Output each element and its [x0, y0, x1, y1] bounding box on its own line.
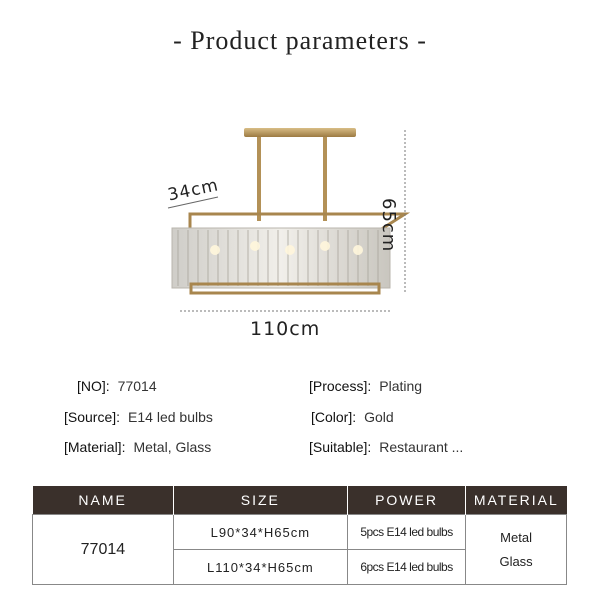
param-source-label: [Source]:	[64, 409, 121, 425]
spec-table	[32, 486, 567, 585]
cell-size: L90*34*H65cm	[173, 515, 347, 550]
param-material-value: Metal, Glass	[133, 439, 212, 455]
page-title: - Product parameters -	[173, 26, 427, 55]
cell-material	[466, 515, 567, 585]
spec-table-header	[33, 486, 567, 515]
table-row	[33, 515, 567, 550]
parameter-list	[0, 372, 600, 472]
cell-material-line2: Glass	[499, 553, 533, 569]
param-material	[64, 439, 211, 455]
length-dimension-label: 110cm	[250, 318, 321, 340]
width-dimension-label: 34cm	[166, 175, 221, 206]
crystal-band	[172, 228, 390, 288]
height-dimension-label: 65cm	[378, 198, 399, 253]
param-material-label: [Material]:	[64, 439, 126, 455]
param-no-label: [NO]:	[77, 378, 110, 394]
header-name: NAME	[33, 486, 174, 515]
param-no	[77, 378, 157, 394]
cell-name: 77014	[33, 515, 174, 585]
cell-material-line1: Metal	[500, 529, 532, 545]
cell-power: 6pcs E14 led bulbs	[347, 550, 465, 585]
param-suitable-label: [Suitable]:	[309, 439, 372, 455]
param-suitable	[309, 439, 463, 455]
param-source	[64, 409, 213, 425]
param-suitable-value: Restaurant ...	[379, 439, 464, 455]
header-size: SIZE	[173, 486, 347, 515]
param-color-label: [Color]:	[311, 409, 357, 425]
header-material: MATERIAL	[466, 486, 567, 515]
rod-left	[257, 137, 261, 221]
param-no-value: 77014	[117, 378, 157, 394]
param-color-value: Gold	[364, 409, 394, 425]
param-process	[309, 378, 422, 394]
param-source-value: E14 led bulbs	[128, 409, 213, 425]
header-power: POWER	[347, 486, 465, 515]
param-process-value: Plating	[379, 378, 423, 394]
canopy	[244, 128, 356, 137]
cell-power: 5pcs E14 led bulbs	[347, 515, 465, 550]
cell-size: L110*34*H65cm	[173, 550, 347, 585]
rod-right	[323, 137, 327, 221]
param-process-label: [Process]:	[309, 378, 372, 394]
param-color	[311, 409, 394, 425]
